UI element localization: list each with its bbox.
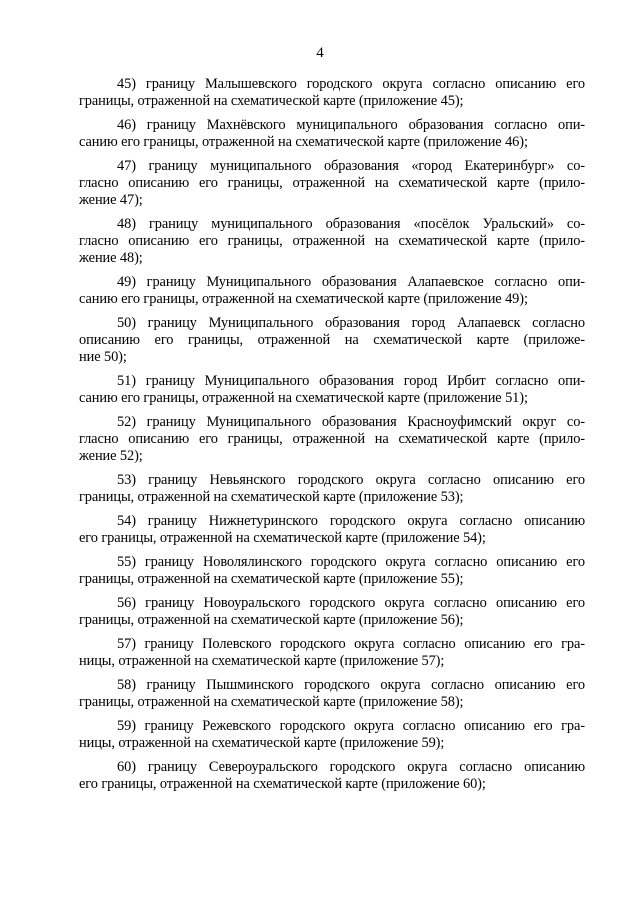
paragraph-line: 55) границу Новолялинского городского округа согласно описанию его [117,554,585,570]
list-item [79,718,585,752]
list-item [79,472,585,506]
paragraph-line: описанию его границы, отраженной на схематической карте (приложе- [79,332,585,348]
paragraph-line: 56) границу Новоуральского городского округа согласно описанию его [117,595,585,611]
paragraph-line: 53) границу Невьянского городского округа согласно описанию его [117,472,585,488]
paragraph-line: 51) границу Муниципального образования город Ирбит согласно опи- [117,373,585,389]
paragraph-line: ние 50); [79,349,127,365]
paragraph-line: 50) границу Муниципального образования город Алапаевск согласно [117,315,585,331]
paragraph-line: 60) границу Североуральского городского округа согласно описанию [117,759,585,775]
paragraph-line: 47) границу муниципального образования «город Екатеринбург» со- [117,158,585,174]
paragraph-line: санию его границы, отраженной на схематической карте (приложение 51); [79,390,528,406]
paragraph-line: 59) границу Режевского городского округа согласно описанию его гра- [117,718,585,734]
document-body [79,76,585,800]
list-item [79,759,585,793]
list-item [79,373,585,407]
paragraph-line: 49) границу Муниципального образования Алапаевское согласно опи- [117,274,585,290]
paragraph-line: границы, отраженной на схематической карте (приложение 53); [79,489,464,505]
paragraph-line: границы, отраженной на схематической карте (приложение 58); [79,694,464,710]
paragraph-line: границы, отраженной на схематической карте (приложение 45); [79,93,464,109]
paragraph-line: 54) границу Нижнетуринского городского округа согласно описанию [117,513,585,529]
list-item [79,677,585,711]
paragraph-line: жение 47); [79,192,143,208]
paragraph-line: санию его границы, отраженной на схематической карте (приложение 46); [79,134,528,150]
list-item [79,158,585,209]
list-item [79,76,585,110]
list-item [79,554,585,588]
list-item [79,513,585,547]
paragraph-line: 57) границу Полевского городского округа согласно описанию его гра- [117,636,585,652]
paragraph-line: 46) границу Махнёвского муниципального образования согласно опи- [117,117,585,133]
paragraph-line: 45) границу Малышевского городского округа согласно описанию его [117,76,585,92]
paragraph-line: 48) границу муниципального образования «посёлок Уральский» со- [117,216,585,232]
paragraph-line: гласно описанию его границы, отраженной на схематической карте (прило- [79,233,585,249]
paragraph-line: ницы, отраженной на схематической карте (приложение 57); [79,653,445,669]
page-number: 4 [316,45,324,61]
paragraph-line: ницы, отраженной на схематической карте (приложение 59); [79,735,445,751]
paragraph-line: границы, отраженной на схематической карте (приложение 55); [79,571,464,587]
paragraph-line: 58) границу Пышминского городского округа согласно описанию его [117,677,585,693]
paragraph-line: гласно описанию его границы, отраженной на схематической карте (прило- [79,175,585,191]
list-item [79,636,585,670]
paragraph-line: границы, отраженной на схематической карте (приложение 56); [79,612,464,628]
list-item [79,117,585,151]
paragraph-line: 52) границу Муниципального образования Красноуфимский округ со- [117,414,585,430]
list-item [79,315,585,366]
paragraph-line: жение 48); [79,250,143,266]
list-item [79,595,585,629]
paragraph-line: санию его границы, отраженной на схематической карте (приложение 49); [79,291,528,307]
paragraph-line: его границы, отраженной на схематической карте (приложение 60); [79,776,486,792]
paragraph-line: жение 52); [79,448,143,464]
list-item [79,274,585,308]
paragraph-line: его границы, отраженной на схематической карте (приложение 54); [79,530,486,546]
list-item [79,216,585,267]
paragraph-line: гласно описанию его границы, отраженной на схематической карте (прило- [79,431,585,447]
list-item [79,414,585,465]
